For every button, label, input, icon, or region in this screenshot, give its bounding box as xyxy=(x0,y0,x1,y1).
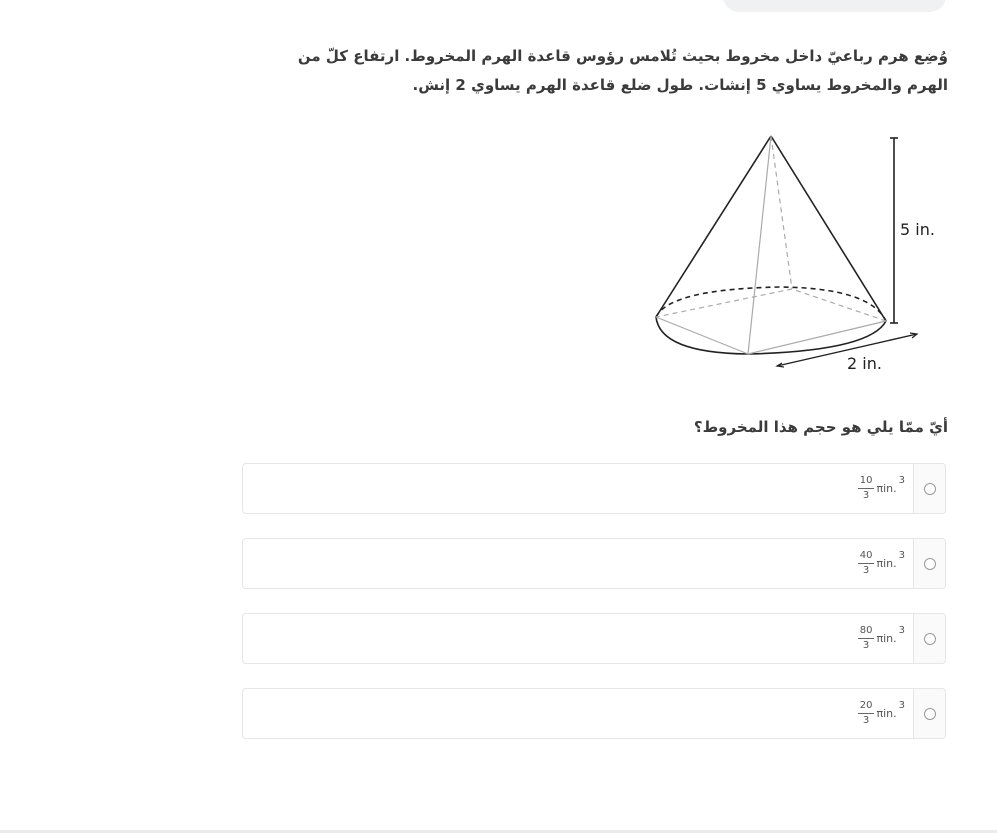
denominator: 3 xyxy=(862,490,870,501)
denominator: 3 xyxy=(862,565,870,576)
exponent: 3 xyxy=(898,550,905,561)
radio-cell[interactable] xyxy=(913,539,945,588)
fraction xyxy=(858,700,875,727)
top-panel xyxy=(723,0,946,12)
radio-cell[interactable] xyxy=(913,689,945,738)
option-content xyxy=(243,614,913,663)
option-content xyxy=(243,539,913,588)
exponent: 3 xyxy=(898,625,905,636)
question-prompt: وُضِع هرم رباعيّ داخل مخروط بحيث تُلامس رؤوس قاعدة الهرم المخروط. ارتفاع كلّ من الهرم والمخروط يساوي 5 إنشات. طول ضلع قاعدة الهرم يساوي 2 إنش. xyxy=(297,47,948,94)
answer-option-2[interactable] xyxy=(242,538,946,589)
numerator: 10 xyxy=(858,475,875,489)
radio-cell[interactable] xyxy=(913,464,945,513)
option-content xyxy=(243,689,913,738)
fraction xyxy=(858,625,875,652)
radio-button[interactable] xyxy=(924,558,936,570)
height-label: 5 in. xyxy=(900,220,935,239)
unit: πin. xyxy=(876,557,897,570)
answer-option-4[interactable] xyxy=(242,688,946,739)
exponent: 3 xyxy=(898,475,905,486)
numerator: 40 xyxy=(858,550,875,564)
unit: πin. xyxy=(876,632,897,645)
radio-cell[interactable] xyxy=(913,614,945,663)
radio-button[interactable] xyxy=(924,708,936,720)
unit: πin. xyxy=(876,707,897,720)
answer-option-1[interactable] xyxy=(242,463,946,514)
cone-pyramid-figure xyxy=(640,125,950,380)
option-content xyxy=(243,464,913,513)
numerator: 20 xyxy=(858,700,875,714)
denominator: 3 xyxy=(862,715,870,726)
exponent: 3 xyxy=(898,700,905,711)
answer-option-3[interactable] xyxy=(242,613,946,664)
fraction xyxy=(858,550,875,577)
denominator: 3 xyxy=(862,640,870,651)
radio-button[interactable] xyxy=(924,483,936,495)
numerator: 80 xyxy=(858,625,875,639)
question-ask: أيّ ممّا يلي هو حجم هذا المخروط؟ xyxy=(693,418,948,436)
side-label: 2 in. xyxy=(847,354,882,373)
radio-button[interactable] xyxy=(924,633,936,645)
fraction xyxy=(858,475,875,502)
unit: πin. xyxy=(876,482,897,495)
